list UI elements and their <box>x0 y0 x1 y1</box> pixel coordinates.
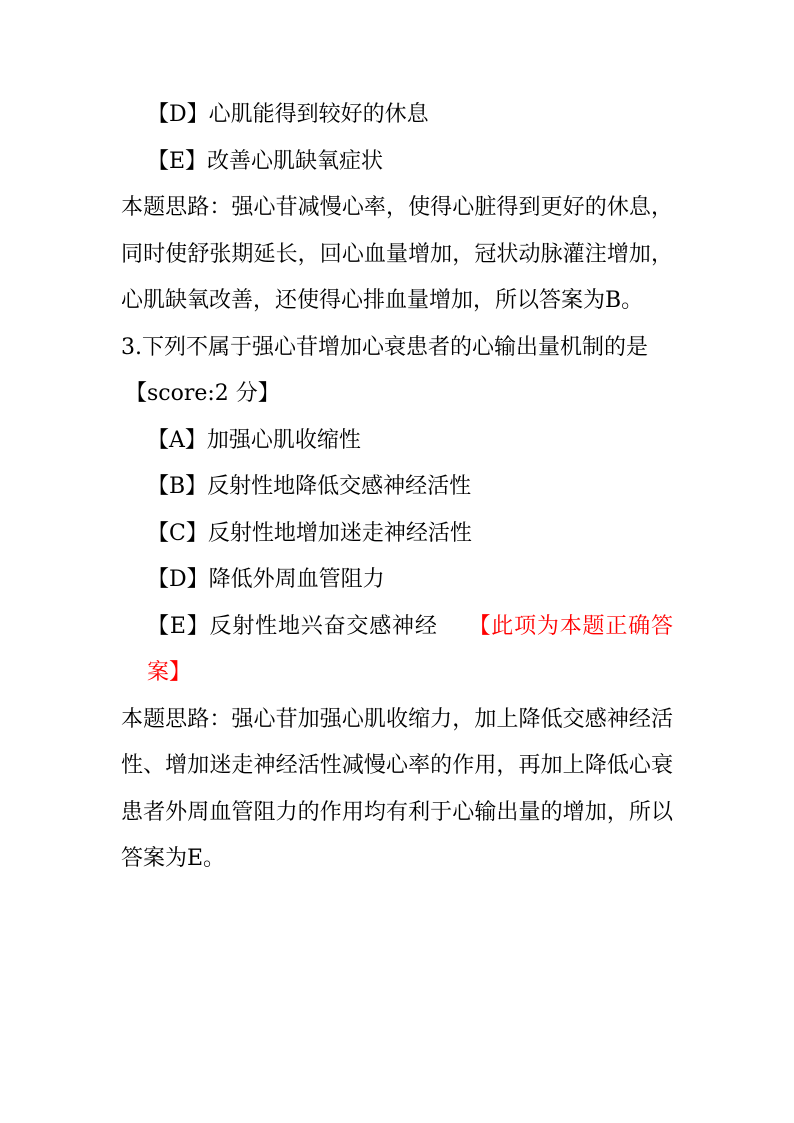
q3-option-d: 【D】降低外周血管阻力 <box>147 567 385 592</box>
q3-option-e-row <box>121 604 673 697</box>
q3-explanation: 本题思路：强心苷加强心肌收缩力，加上降低交感神经活性、增加迷走神经活性减慢心率的作用，再加上降低心衰患者外周血管阻力的作用均有利于心输出量的增加，所以答案为E。 <box>121 706 673 871</box>
q3-question: 3.下列不属于强心苷增加心衰患者的心输出量机制的是 <box>121 334 648 360</box>
document-content <box>121 92 673 883</box>
correct-answer-tag: 【此项为本题正确答案】 <box>147 613 673 685</box>
q3-option-b: 【B】反射性地降低交感神经活性 <box>147 474 472 499</box>
q2-explanation: 本题思路：强心苷减慢心率，使得心脏得到更好的休息，同时使舒张期延长，回心血量增加，冠状动脉灌注增加，心肌缺氧改善，还使得心排血量增加，所以答案为B。 <box>121 195 673 313</box>
q3-option-c: 【C】反射性地增加迷走神经活性 <box>147 520 472 546</box>
q3-option-a: 【A】加强心肌收缩性 <box>147 427 361 453</box>
q3-score: 【score:2 分】 <box>125 381 280 406</box>
q3-option-e: 【E】反射性地兴奋交感神经 <box>147 613 438 639</box>
q2-option-e: 【E】改善心肌缺氧症状 <box>147 148 384 174</box>
q2-option-d: 【D】心肌能得到较好的休息 <box>147 102 429 127</box>
